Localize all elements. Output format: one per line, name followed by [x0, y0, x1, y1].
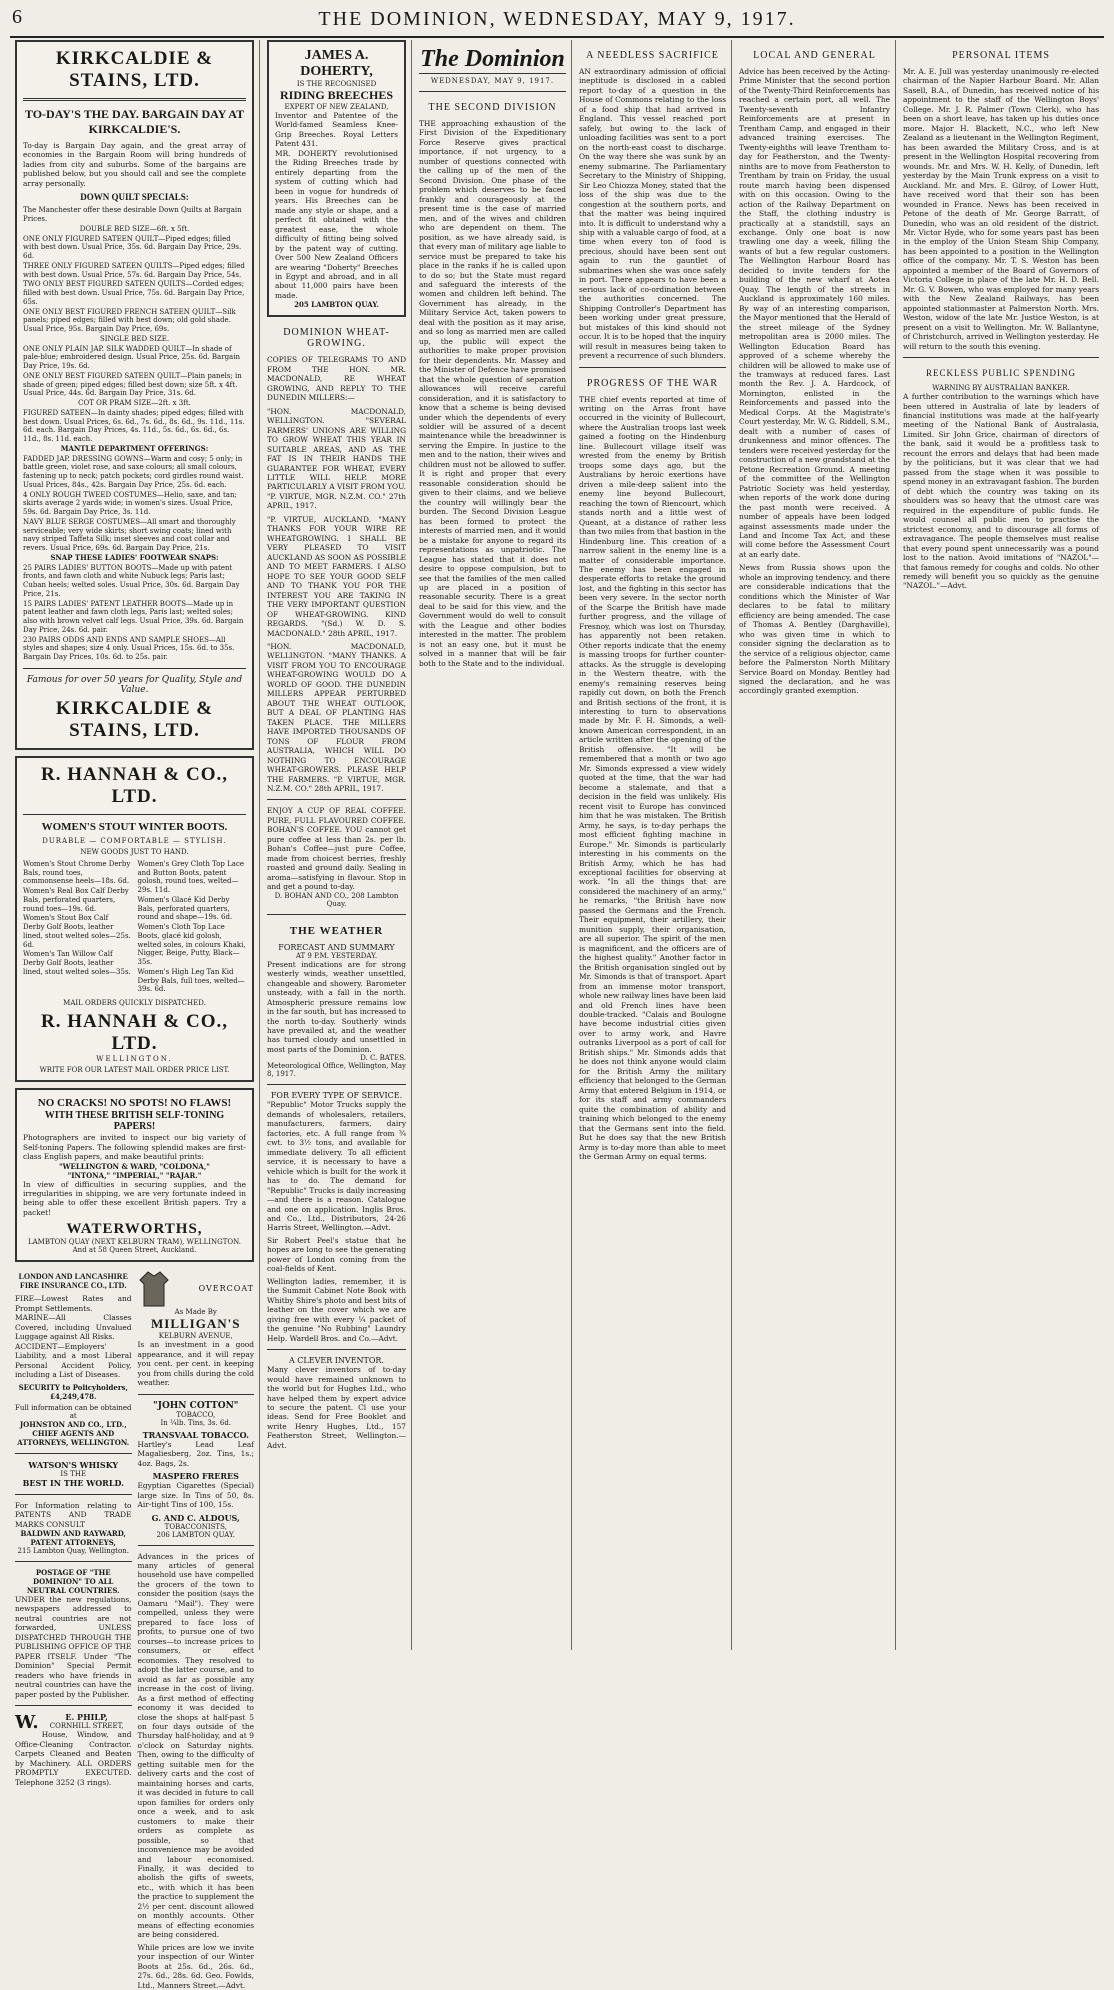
- kirkcaldie-item: DOUBLE BED SIZE—6ft. x 5ft.: [79, 224, 190, 233]
- kirkcaldie-brand-repeat: KIRKCALDIE & STAINS, LTD.: [55, 697, 214, 741]
- dominion-nameplate: The Dominion: [420, 46, 565, 72]
- overcoat-place: KELBURN AVENUE,: [158, 1332, 233, 1341]
- second-division-text: THE approaching exhaustion of the First Division of the Expeditionary Force Reserve gives practical importance, if not urgency, to a number of questions connected with the calling up of the men of the Second Division. One phase of the problem which deserves to be faced frankly and courageously at the present time is the case of married men, and of the wives and children who are dependent on them. The position, as we have already said, is that every man of military age liable to service must be prepared to take his place in the ranks if he is called upon to do so; but the State must regard and safeguard the interests of the women and children left behind. The Government has already, in the Military Service Act, taken powers to deal with the position as it may arise, and so long as married men are called up, the public will expect the authorities to make proper provision for their dependents. Mr. Massey and the Minister of Defence have promised that the whole question of separation allowances will receive careful consideration, and it is satisfactory to know that a scheme is being devised under which the dependents of every soldier will be assured of a decent maintenance while the breadwinner is serving the Empire. In justice to the men and to the nation, their wives and children must not be allowed to suffer. It is right and proper that every reasonable consideration should be given to their claims, and we believe the country will willingly bear the burden. The Second Division League has been formed to protect the interests of married men, and it would be a mistake for anyone to regard its representations as unpatriotic. The League has stated that it does not desire to oppose compulsion, but to see that the families of the men called up are placed in a position of reasonable security. There is a great deal to be said for this view, and the Government would do well to consult with the League and other bodies interested in the matter. The problem is not an easy one, but it must be solved in a manner that will be fair both to the State and to the individual.: [419, 119, 566, 668]
- doherty-ad: [267, 40, 406, 317]
- column-5: [734, 40, 896, 1650]
- hannah-new: NEW GOODS JUST TO HAND.: [80, 847, 189, 856]
- masthead: [10, 2, 1104, 38]
- kirkcaldie-item: THREE ONLY FIGURED SATEEN QUILTS—Piped edges; filled with best down. Usual Price, 57s. 6d. Bargain Day Price, 54s.: [23, 261, 245, 279]
- sacrifice-text: AN extraordinary admission of official ineptitude is disclosed in a cabled report to-day of a question in the House of Commons relating to the loss of a food ship that had arrived in England. This vessel reached port safely, but owing to the lack of unloading facilities was sent to a port on the north-east coast to discharge. On the way there she was sunk by an enemy submarine. The Parliamentary Secretary to the Ministry of Shipping, Sir Leo Chiozza Money, stated that the loss of the ship was due to the congestion at the southern ports, and that the matter was being inquired into. It is difficult to understand why a ship with a valuable cargo of food, at a time when every ton of food is precious, should have been sent out again to run the gauntlet of submarines when she was once safely in port. There appears to have been a serious lack of co-ordination between the authorities concerned. The Shipping Controller's Department has been working under great pressure, but mistakes of this kind should not occur. It is to be hoped that the inquiry will result in measures being taken to prevent a recurrence of such blunders.: [579, 67, 726, 361]
- overcoat-ad: [138, 1268, 255, 1387]
- personal-text: Mr. A. E. Jull was yesterday unanimously re-elected chairman of the Napier Harbour Board. Mr. Allan Sasell, B.A., of Dunedin, has received notice of his appointment to the staff of the Wellington Boys' College. Mr. J. R. Palmer (Town Clerk), who has been on a short leave, has taken up his duties once more. Major H. Blackett, N.C., who left New Zealand as a lieutenant in the Wellington Regiment, has been awarded the Military Cross, and is at present in the Wellington Hospital recovering from wounds. Mr. and Mrs. W. H. Kelly, of Dunedin, left yesterday by the Main Trunk express on a visit to Auckland. Mr. and Mrs. E. Gilroy, of Lower Hutt, have received word that their son has been wounded in France. News has been received in Petone of the death of Mr. George Barratt, of Dunedin, who was an old resident of the district. Mr. Victor Hyde, who for some years past has been in the employ of the Union Steam Ship Company, has been appointed to a position in the Wellington office of the company. Mr. T. S. Weston has been appointed a member of the Board of Governors of Victoria College in place of the late Mr. H. D. Bell. Mr. G. V. Bowen, who was employed for many years with the New Zealand Railways, has been appointed stationmaster at Palmerston North. Mrs. Weston, widow of the late Mr. Justice Weston, is at present on a visit to Wellington. Mr. W. Ballantyne, of Christchurch, arrived in Wellington yesterday. He will return to the south this evening.: [903, 67, 1099, 351]
- john-cotton-name: "JOHN COTTON": [153, 1400, 239, 1411]
- hannah-product: WOMEN'S STOUT WINTER BOOTS.: [41, 820, 228, 833]
- philp-initial: W.: [15, 1712, 39, 1734]
- philp-text: House, Window, and Office-Cleaning Contractor. Carpets Cleaned and Beaten by Machinery. ALL ORDERS PROMPTLY EXECUTED. Telephone 3252 (3 rings).: [15, 1730, 132, 1787]
- watsons-line-2: IS THE: [60, 1469, 87, 1478]
- waterworths-address: LAMBTON QUAY (NEXT KELBURN TRAM), WELLINGTON.: [27, 1238, 242, 1247]
- doherty-name: JAMES A. DOHERTY,: [300, 48, 373, 79]
- postage-ad: [15, 1568, 132, 1699]
- aldous-trade: TOBACCONISTS,: [164, 1522, 227, 1531]
- patents-text: For Information relating to PATENTS AND TRADE MARKS CONSULT: [15, 1500, 132, 1529]
- bohan-ad: [267, 806, 406, 907]
- wheat-telegram-1: "HON. MACDONALD, WELLINGTON. "SEVERAL FARMERS' UNIONS ARE WILLING TO GROW WHEAT THIS YEAR IN SUITABLE AREAS, AND AS THE FAT IS IN THEIR HANDS THE GUARANTEE FOR WHEAT, EVERY LITTLE WILL HELP. MORE PARTICULARLY A VISIT FROM YOU. "P. VIRTUE, MGR. N.Z.M. CO." 27th APRIL, 1917.: [267, 406, 406, 511]
- waterworths-papers-1: "WELLINGTON & WARD, "COLDONA,": [59, 1161, 210, 1171]
- wheat-telegram-3: "HON. MACDONALD, WELLINGTON. "MANY THANKS. A VISIT FROM YOU TO ENCOURAGE WHEAT-GROWING WOULD DO A WORLD OF GOOD. THE DUNEDIN MILLERS APPEAR PERTURBED ABOUT THE WHEAT OUTLOOK, BUT A DEAL OF PLANTING HAS TAKEN PLACE. THE MILLERS HAVE IMPORTED THOUSANDS OF TONS OF FLOUR FROM AUSTRALIA, WHICH WILL DO NOTHING TO ENCOURAGE WHEAT-GROWERS. PLEASE HELP THE FARMERS. "P. VIRTUE, MGR. N.Z.M. CO." 28th APRIL, 1917.: [267, 641, 406, 793]
- hannah-item: Women's Cloth Top Lace Boots, glacé kid golosh, welted soles, in colours Khaki, Nigger, Beige, Putty, Black—35s.: [137, 923, 246, 967]
- hannah-item: Women's Grey Cloth Top Lace and Button Boots, patent golosh, round toes, welted—29s. 11d.: [137, 859, 245, 895]
- progress-head: PROGRESS OF THE WAR: [586, 377, 719, 389]
- kirkcaldie-item: MANTLE DEPARTMENT OFFERINGS:: [60, 443, 209, 453]
- service-text-2: Sir Robert Peel's statue that he hopes are long to see the generating power of London coming from the coal-fields of Kent.: [267, 1235, 406, 1274]
- weather-report: [267, 925, 406, 1079]
- watsons-ad: [15, 1460, 132, 1488]
- insurance-info: Full information can be obtained at: [15, 1403, 132, 1420]
- waterworths-head-1: NO CRACKS! NO SPOTS! NO FLAWS!: [37, 1097, 232, 1110]
- john-cotton-ad: [138, 1401, 255, 1539]
- john-cotton-sizes: In ¼lb. Tins, 3s. 6d.: [160, 1418, 232, 1427]
- wheat-head: DOMINION WHEAT-GROWING.: [283, 327, 390, 350]
- philp-ad: [15, 1712, 132, 1787]
- column-2: [262, 40, 412, 1650]
- aldous-name: G. AND C. ALDOUS,: [151, 1512, 240, 1523]
- hannah-items: [23, 859, 246, 995]
- hannah-price-list: WRITE FOR OUR LATEST MAIL ORDER PRICE LIST.: [39, 1066, 230, 1075]
- insurance-security: SECURITY to Policyholders, £4,249,478.: [18, 1382, 128, 1401]
- waterworths-brand: WATERWORTHS,: [66, 1221, 203, 1238]
- doherty-text-2: MR. DOHERTY revolutionised the Riding Breeches trade by entirely departing from the system of cutting which had been in vogue for hundreds of years. His Breeches can be made any style or shape, and a perfect fit obtained with the greatest ease, the whole difficulty of fitting being solved by the patent way of cutting. Over 500 New Zealand Officers are wearing "Doherty" Breeches in Egypt and abroad, and in all about 11,000 pairs have been made.: [275, 148, 398, 300]
- hannah-items-left: [23, 859, 132, 995]
- hannah-brand-2: R. HANNAH & CO., LTD.: [41, 1011, 228, 1055]
- overcoat-label: OVERCOAT: [198, 1283, 254, 1293]
- kirkcaldie-item: 230 PAIRS ODDS AND ENDS AND SAMPLE SHOES—All styles and shapes; size 4 only. Usual Prices, 15s. 6d. to 35s. Bargain Day Prices, 10s. 6d. to 25s. pair.: [23, 635, 235, 662]
- patents-firm: BALDWIN AND RAYWARD, PATENT ATTORNEYS,: [20, 1529, 126, 1547]
- lower-left-ads: [15, 1268, 132, 1990]
- spending-sub: WARNING BY AUSTRALIAN BANKER.: [932, 384, 1070, 393]
- service-text-3: Wellington ladies, remember, it is the Summit Cabinet Note Book with Whitby Shire's photo and best bits of leather on the cover which we are giving free with every ¼ packet of the genuine "No Rubbing" Laundry Help. Wardell Bros. and Co.—Advt.: [267, 1276, 406, 1343]
- spending-text: A further contribution to the warnings which have been uttered in Australia of late by leaders of financial institutions was made at the half-yearly meeting of the National Bank of Australasia, Limited. Sir John Grice, chairman of directors of the bank, said it would be a profitless task to recount the errors and delays that had been made by the politicians, but it was clear that we had passed from the stage when it was possible to spend money in an extravagant fashion. The burden of debt which the country was taking on its shoulders was so heavy that the utmost care was required in the expenditure of public funds. He would counsel all public men to practise the strictest economy, and to discourage all forms of extravagance. The people themselves must realise that every pound spent unnecessarily was a pound lost to the nation. Avoid imitations of "NAZOL"—that famous remedy for coughs and colds. No other remedy will benefit you so quickly as the genuine "NAZOL."—Advt.: [903, 392, 1099, 591]
- transvaal-text: Hartley's Lead Leaf Magaliesberg, 2oz. Tins, 1s.; 4oz. Bags, 2s.: [137, 1439, 254, 1468]
- philp-address: CORNHILL STREET,: [49, 1722, 124, 1731]
- overcoat-text: Is an investment in a good appearance, and it will repay you cent. per cent. in keeping you from chills during the cold weather.: [137, 1340, 254, 1388]
- insurance-agents: JOHNSTON AND CO., LTD., CHIEF AGENTS AND ATTORNEYS, WELLINGTON.: [17, 1419, 130, 1447]
- insurance-accident: ACCIDENT—Employers' Liability, and a most Liberal Personal Accident Policy, including a List of Diseases.: [15, 1341, 132, 1380]
- patents-address: 215 Lambton Quay, Wellington.: [17, 1547, 129, 1555]
- wheat-text: COPIES OF TELEGRAMS TO AND FROM THE HON. MR. MACDONALD, RE WHEAT GROWING, AND REPLY TO THE DUNEDIN MILLERS:—: [267, 355, 406, 403]
- weather-signed: D. C. BATES.: [360, 1054, 406, 1063]
- kirkcaldie-item: FADDED JAP. DRESSING GOWNS—Warm and cosy; 5 only; in battle green, violet rose, and saxe colours; all small colours, fastening up to neck; patch pockets; cord girdles round waist. Usual Prices, 84s., 42s. Bargain Day Price, 25s. 6d. each.: [23, 454, 244, 489]
- hannah-item: Women's High Leg Tan Kid Derby Bals, full toes, welted—39s. 6d.: [137, 967, 245, 994]
- kirkcaldie-item: COT OR PRAM SIZE—2ft. x 3ft.: [78, 399, 191, 408]
- hannah-item: Women's Stout Chrome Derby Bals, round toes, commonsense heels—18s. 6d.: [23, 859, 131, 886]
- kirkcaldie-item: FIGURED SATEEN—In dainty shades; piped edges; filled with best down. Usual Prices, 6s. 6d., 7s. 6d., 8s. 6d., 9s. 11d., 11s. 6d. each. Bargain Day Prices, 4s. 11d., 5s. 6d., 6s. 6d., 6s. 11d., 8s. 11d. each.: [23, 408, 245, 444]
- bohan-text: ENJOY A CUP OF REAL COFFEE. PURE, FULL FLAVOURED COFFEE. BOHAN'S COFFEE. YOU cannot get pure coffee at less than 2s. per lb. Bohan's Coffee—just pure Coffee, made from choicest berries, freshly roasted and ground daily. Sealing in aroma—satisfying in flavour. Stop in and get a pound to-day.: [267, 806, 406, 892]
- kirkcaldie-brand: KIRKCALDIE & STAINS, LTD.: [55, 48, 214, 91]
- lower-ads-row: [15, 1268, 254, 1990]
- hannah-item: Women's Stout Box Calf Derby Golf Boots, leather lined, stout welted soles—25s. 6d.: [23, 914, 131, 949]
- progress-text: THE chief events reported at time of writing on the Arras front have occurred in the vicinity of Bullecourt, where the Australian troops last week gained a footing on the Hindenburg line. Bullecourt village itself was wrested from the enemy by British troops some days ago, but the Australians by heroic exertions have driven a mile-deep salient into the enemy line beyond Bullecourt, reaching the town of Riencourt, which stands north and a little west of Queant, at a distance of rather less than two miles from that bastion in the Hindenburg line. This creation of a narrow salient in the enemy line is a matter of considerable importance. The enemy has been engaged in desperate efforts to retake the ground lost, and the fighting in this sector has been very severe. In the sector north of the Scarpe the British have made further progress, and the village of Fresnoy, which was lost on Thursday, has apparently not been retaken. Other reports indicate that the enemy is massing troops for further counter-attacks. As the struggle is developing in the Western theatre, with the enemy's remaining reserves being rapidly cut down, on both the French and British sections of the front, it is interesting to turn to observations made by Mr. F. H. Simonds, a well-known American correspondent, in an article written after the opening of the British offensive. "It will be remembered that a month or two ago Mr. Simonds expressed a view widely quoted at the time, that the war had become a stalemate, and that a decision in the field was unlikely. His recent visit to Europe has convinced him that he was mistaken. The British Army, he says, is to-day perhaps the most efficient fighting machine in Europe." Mr. Simonds is particularly interesting in his comments on the British Army, which he has had exceptional facilities for observing at work. "In all the things that are considered the machinery of an army," he remarks, "the British have now passed the Germans and the French. Their equipment, their artillery, their munition supply, their organisation, are all superior. The spirit of the men is magnificent, and the officers are of the highest quality." Another factor in the British organisation singled out by Mr. Simonds is that of transport. Apart from an immense motor transport, whole new railway lines have been laid and old French lines have been double-tracked. "Calais and Boulogne have become industrial cities given over to army work, and Havre outranks Liverpool as a port of call for British ships." Mr. Simonds adds that he does not think anyone would claim for the British Army the military efficiency that belonged to the German Army that entered Belgium in 1914, or for its staff and army commanders quite the combination of ability and training which belonged to the enemy that the Germans sent into the field. But he does say that the new British Army is to-day more than able to meet the German Army on equal terms.: [579, 394, 726, 1162]
- john-cotton-tobacco: TOBACCO,: [176, 1410, 216, 1419]
- kirkcaldie-item: ONE ONLY FIGURED SATEEN QUILT—Piped edges; filled with best down. Usual Price, 35s. 6d. Bargain Day Price, 29s. 6d.: [23, 234, 242, 261]
- overcoat-header: [138, 1268, 255, 1308]
- local-head: LOCAL AND GENERAL: [753, 50, 876, 61]
- service-section: [267, 1091, 406, 1343]
- service-head: FOR EVERY TYPE OF SERVICE.: [270, 1091, 403, 1101]
- insurance-title: LONDON AND LANCASHIRE FIRE INSURANCE CO., LTD.: [18, 1272, 128, 1291]
- overcoat-maker: MILLIGAN'S: [151, 1316, 241, 1332]
- kirkcaldie-item: ONE ONLY BEST FIGURED FRENCH SATEEN QUILT—Silk panels; piped edges; filled with best down; old gold shade. Usual Price, 95s. Bargain Day Price, 69s.: [23, 307, 236, 334]
- waterworths-papers-2: "INTONA," "IMPERIAL," "RAJAR.": [67, 1170, 202, 1180]
- transvaal-head: TRANSVAAL TOBACCO.: [142, 1429, 249, 1440]
- doherty-expert: EXPERT OF NEW ZEALAND,: [284, 103, 389, 111]
- hannah-item: Women's Glacé Kid Derby Bals, perforated quarters, round and shape—19s. 6d.: [137, 895, 233, 922]
- page-number: 6: [12, 6, 22, 28]
- kirkcaldie-item: The Manchester offer these desirable Down Quilts at Bargain Prices.: [23, 206, 242, 224]
- waterworths-intro: Photographers are invited to inspect our big variety of Self-toning Papers. The following splendid makes are first-class English papers, and make beautiful prints:: [23, 1133, 246, 1162]
- maspero-text: Egyptian Cigarettes (Special) large size. In Tins of 50, 8s. Air-tight Tins of 100, 15s.: [137, 1481, 254, 1510]
- column-6: [898, 40, 1104, 1650]
- kirkcaldie-item: NAVY BLUE SERGE COSTUMES—All smart and thoroughly serviceable; very wide skirts; short swing coats; lined with navy striped Taffeta Silk; inset sleeves and coat collar and revers. Usual Price, 69s. 6d. Bargain Day Price, 21s.: [23, 517, 236, 553]
- inventor-section: [267, 1356, 406, 1450]
- kirkcaldie-item: 25 PAIRS LADIES' BUTTON BOOTS—Made up with patent fronts, and fawn cloth and white Nubuck legs; Paris last; Cuban heels; welted soles. Usual Price, 30s. 6d. Bargain Day Price, 21s.: [23, 563, 240, 598]
- hannah-item: Women's Real Box Calf Derby Bals, perforated quarters, round toes—19s. 6d.: [23, 887, 129, 913]
- doherty-recognised: IS THE RECOGNISED: [296, 80, 377, 88]
- doherty-address: 205 LAMBTON QUAY.: [294, 300, 379, 310]
- kirkcaldie-item: ONE ONLY BEST FIGURED SATEEN QUILT—Plain panels; in shade of green; piped edges; filled best down; size 5ft. x 4ft. Usual Price, 44s. 6d. Bargain Day Price, 31s. 6d.: [23, 371, 242, 398]
- hannah-street: WELLINGTON.: [96, 1055, 173, 1064]
- newspaper-title: THE DOMINION, WEDNESDAY, MAY 9, 1917.: [318, 8, 796, 30]
- weather-office: Meteorological Office, Wellington, May 8, 1917.: [267, 1062, 406, 1079]
- weather-time: AT 9 P.M. YESTERDAY.: [295, 951, 378, 960]
- kirkcaldie-item: 15 PAIRS LADIES' PATENT LEATHER BOOTS—Made up in patent leather and fawn cloth legs, Paris last; welted soles; also with brown velvet calf legs. Usual Price, 39s. 6d. Bargain Day Price, 24s. 6d. pair.: [23, 599, 244, 634]
- hannah-sub: DURABLE — COMFORTABLE — STYLISH.: [42, 836, 227, 845]
- hannah-mail: MAIL ORDERS QUICKLY DISPATCHED.: [63, 999, 206, 1008]
- weather-head: THE WEATHER: [289, 924, 384, 937]
- wheat-article: [267, 327, 406, 793]
- postage-head: POSTAGE OF "THE DOMINION" TO ALL NEUTRAL COUNTRIES.: [26, 1568, 120, 1595]
- hannah-item: Women's Tan Willow Calf Derby Golf Boots, leather lined, stout welted soles—35s.: [23, 950, 131, 976]
- overcoat-icon: [138, 1268, 170, 1308]
- spending-head: RECKLESS PUBLIC SPENDING: [925, 368, 1077, 379]
- column-4: [574, 40, 732, 1650]
- kirkcaldie-headline: TO-DAY'S THE DAY. BARGAIN DAY AT KIRKCALDIE'S.: [24, 107, 245, 136]
- waterworths-note: In view of difficulties in securing supplies, and the irregularities in shipping, we are very fortunate indeed in being able to offer these excellent British papers. Try a packet!: [23, 1179, 246, 1217]
- kirkcaldie-item: 4 ONLY ROUGH TWEED COSTUMES—Helio, saxe, and tan; skirts average 2 yards wide; in women's sizes. Usual Price, 59s. 6d. Bargain Day Price, 3s. 11d.: [23, 490, 237, 517]
- personal-head: PERSONAL ITEMS: [952, 50, 1050, 61]
- kirkcaldie-ad: [15, 40, 254, 750]
- weather-text: Present indications are for strong westerly winds, weather unsettled, changeable and showery. Barometer unsteady, with a fall in the north. Atmospheric pressure remains low in the far south, but has increased to the north to-day. Southerly winds have prevailed at, and the weather has turned cloudy and unsettled in most parts of the Dominion.: [267, 959, 406, 1054]
- hannah-brand: R. HANNAH & CO., LTD.: [41, 763, 228, 807]
- kirkcaldie-item: ONE ONLY PLAIN JAP. SILK WADDED QUILT—In shade of pale-blue; embroidered design. Usual Price, 25s. 6d. Bargain Day Price, 19s. 6d.: [23, 344, 240, 371]
- hannah-ad: [15, 756, 254, 1082]
- second-division-head: THE SECOND DIVISION: [428, 102, 557, 113]
- down-quilt-head: DOWN QUILT SPECIALS:: [80, 192, 189, 203]
- advance-note: Advances in the prices of many articles of general household use have compelled the grocers of the town to consider the position (says the Oamaru "Mail"). They were compelled, unless they were prepared to face loss of profits, to pursue one of two courses—to increase prices to consumers, or effect economies. They resolved to adopt the latter course, and to avoid as far as possible any increase in the cost of living. As a first method of effecting economy it was decided to close the shops at half-past 5 on four days outside of the Thursday half-holiday, and at 9 o'clock on Saturday nights. Then, owing to the difficulty of getting suitable men for the delivery carts and the cost of maintaining horses and carts, it was decided in future to call upon families for orders only once a week, and to ask customers to make their orders as complete as possible, so that inconvenience may be avoided and labour economised. Finally, it was decided to abolish the gifts of sweets, etc., with which it has been the practice to supplement the 2½ per cent. discount allowed on monthly accounts. Other means of effecting economies are being considered.: [137, 1551, 254, 1940]
- patents-ad: [15, 1501, 132, 1555]
- sacrifice-head: A NEEDLESS SACRIFICE: [586, 50, 719, 61]
- local-text-2: News from Russia shows upon the whole an improving tendency, and there are considerable indications that the conditions which the Minister of War declares to be fatal to military efficiency are being amended. The case of Thomas A. Bentley (Darghaville), who was given time in which to consider signing the declaration as to the service of a religious objector, came before the Palmerston North Military Service Board on Monday. Bentley had signed the declaration, and he was accordingly granted exemption.: [739, 563, 890, 696]
- inventor-head: A CLEVER INVENTOR.: [288, 1356, 384, 1366]
- aldous-address: 206 LAMBTON QUAY.: [156, 1530, 235, 1539]
- insurance-marine: MARINE—All Classes Covered, including Unvalued Luggage against All Risks.: [15, 1313, 132, 1342]
- kirkcaldie-tagline: Famous for over 50 years for Quality, Style and Value.: [26, 674, 243, 695]
- kirkcaldie-item: TWO ONLY BEST FIGURED SATEEN QUILTS—Corded edges; filled with best down. Usual Price, 75s. 6d. Bargain Day Price, 65s.: [23, 280, 245, 306]
- insurance-ad: [15, 1272, 132, 1446]
- lower-right-ads: [138, 1268, 255, 1990]
- kirkcaldie-items: [23, 206, 246, 662]
- column-3: [414, 40, 572, 1650]
- watsons-line-1: WATSON'S WHISKY: [28, 1459, 119, 1470]
- waterworths-head-2: WITH THESE BRITISH SELF-TONING PAPERS!: [44, 1110, 225, 1133]
- wheat-telegram-2: "P. VIRTUE, AUCKLAND. "MANY THANKS FOR YOUR WIRE RE WHEATGROWING. I SHALL BE VERY PLEASED TO VISIT AUCKLAND AS SOON AS POSSIBLE AND TO MEET FARMERS. I ALSO HOPE TO SEE YOUR GOOD SELF AND TO THANK YOU FOR THE INTEREST YOU ARE TAKING IN THE VERY IMPORTANT QUESTION OF WHEAT-GROWING. KIND REGARDS. "(Sd.) W. D. S. MACDONALD." 28th APRIL, 1917.: [267, 514, 406, 638]
- weather-sub: FORECAST AND SUMMARY: [278, 942, 395, 952]
- maspero-head: MASPERO FRERES: [152, 1471, 239, 1482]
- philp-name: E. PHILP,: [65, 1712, 108, 1723]
- waterworths-ad: [15, 1088, 254, 1262]
- watsons-line-3: BEST IN THE WORLD.: [22, 1477, 124, 1488]
- dominion-date: WEDNESDAY, MAY 9, 1917.: [430, 77, 555, 85]
- insurance-fire: FIRE—Lowest Rates and Prompt Settlements.: [15, 1294, 132, 1313]
- doherty-breeches: RIDING BREECHES: [279, 88, 394, 102]
- bohan-address: D. BOHAN AND CO., 208 Lambton Quay.: [274, 891, 399, 908]
- doherty-text: Inventor and Patentee of the World-famed Seamless Knee-Grip Breeches. Royal Letters Patent 431.: [275, 111, 398, 149]
- while-prices-note: While prices are low we invite your inspection of our Winter Boots at 25s. 6d., 26s. 6d., 27s. 6d., 28s. 6d. Geo. Fowlds, Ltd., Manners Street.—Advt.: [137, 1942, 254, 1990]
- inventor-text: Many clever inventors of to-day would have remained unknown to the world but for Hughes Ltd., who have helped them by expert advice to secure the patent. Cl use your ideas. Send for Free Booklet and write Henry Hughes, Ltd., 157 Featherston Street, Wellington.—Advt.: [267, 1365, 406, 1450]
- kirkcaldie-intro: To-day is Bargain Day again, and the great array of economies in the Bargain Room will bring hundreds of ladies from city and suburbs. Some of the bargains are published below, but you should call and see the complete array personally.: [23, 141, 246, 188]
- hannah-items-right: [138, 859, 247, 995]
- local-text: Advice has been received by the Acting-Prime Minister that the second portion of the Twenty-Third Reinforcements has reached a certain port, all well. The Twenty-seventh Infantry Reinforcements are at present in Trentham Camp, and engaged in their advanced training exercises. The Twenty-eighths will leave Trentham to-day for Featherston, and the Twenty-ninths are to move from Featherston to Trentham by train on Friday, the usual route march having been dispensed with on this occasion. Owing to the action of the Railway Department on the Staff, the clothing industry is practically at a standstill, says an exchange. Only one boat is now trawling one day a week, filling the wants of but a few regular customers. The Wellington Harbour Board has decided to invite tenders for the building of the new wharf at Aotea Quay. The length of the streets in Auckland is approximately 160 miles. By way of an interesting comparison, the Mayor mentioned that the Herald of the street mileage of the Sydney metropolitan area is 2000 miles. The Wellington Education Board has approved of a scheme whereby the children will be allowed to make use of the tramways at reduced fares. Last month the Rev. J. A. Hardcock, of Mornington, enlisted in the Reinforcements and passed into the Medical Corps. At the Magistrate's Court yesterday, Mr. W. G. Riddell, S.M., dealt with a number of cases of drunkenness and minor offences. The tenders were received yesterday for the construction of a new grandstand at the Petone Recreation Ground. A meeting of the committee of the Wellington Patriotic Society was held yesterday, when reports of the work done during the past month were received. A number of appeals have been lodged against assessments made under the Land and Income Tax Act, and these will come before the Assessment Court at an early date.: [739, 67, 890, 559]
- overcoat-made-by: As Made By: [174, 1308, 217, 1317]
- column-1: [10, 40, 260, 1990]
- kirkcaldie-item: SNAP THESE LADIES' FOOTWEAR SNAPS:: [50, 552, 219, 562]
- waterworths-address-2: And at 58 Queen Street, Auckland.: [72, 1246, 197, 1255]
- postage-text: UNDER the new regulations, newspapers addressed to neutral countries are not forwarded, UNLESS DISPATCHED THROUGH THE PUBLISHING OFFICE OF THE PAPER ITSELF. Under "The Dominion" Special Permit readers who have friends in neutral countries can have the paper posted by the Publisher.: [15, 1595, 132, 1699]
- kirkcaldie-item: SINGLE BED SIZE.: [99, 334, 170, 343]
- service-text: "Republic" Motor Trucks supply the demands of wholesalers, retailers, manufacturers, farmers, dairy factories, etc. A full range from ¾ cwt. to 3½ tons, and available for immediate delivery. To all efficient service, it is necessary to have a vehicle which is built for the work it has to do. The demand for "Republic" Trucks is daily increasing—and there is a reason. Catalogue and one on application. Inglis Bros. and Co., Ltd., Distributors, 24-26 Harris Street, Wellington.—Advt.: [267, 1100, 406, 1233]
